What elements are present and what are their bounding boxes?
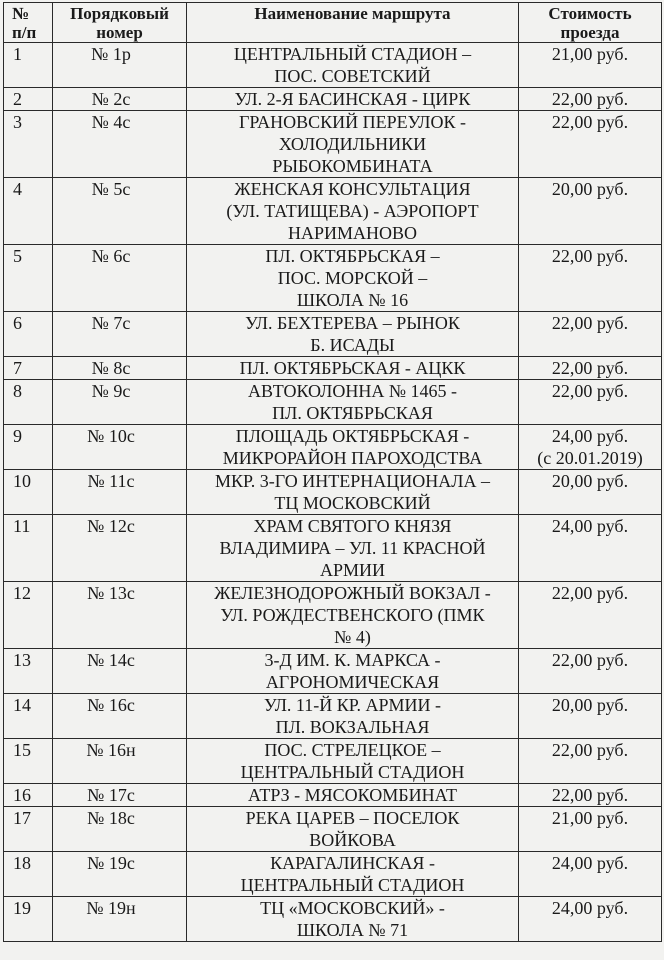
row-num: 17 <box>4 807 53 852</box>
header-fare: Стоимость проезда <box>519 3 662 43</box>
table-row <box>4 245 662 312</box>
row-num: 18 <box>4 852 53 897</box>
route-name: УЛ. 11-Й КР. АРМИИ - ПЛ. ВОКЗАЛЬНАЯ <box>187 694 519 739</box>
fare: 24,00 руб. <box>519 897 662 942</box>
fare: 22,00 руб. <box>519 357 662 380</box>
route-number: № 2с <box>53 88 187 111</box>
route-number: № 16с <box>53 694 187 739</box>
fare: 24,00 руб. <box>519 515 662 582</box>
row-num: 2 <box>4 88 53 111</box>
row-num: 9 <box>4 425 53 470</box>
route-name: МКР. 3-ГО ИНТЕРНАЦИОНАЛА – ТЦ МОСКОВСКИЙ <box>187 470 519 515</box>
route-name: УЛ. БЕХТЕРЕВА – РЫНОК Б. ИСАДЫ <box>187 312 519 357</box>
route-number: № 7с <box>53 312 187 357</box>
route-name: КАРАГАЛИНСКАЯ - ЦЕНТРАЛЬНЫЙ СТАДИОН <box>187 852 519 897</box>
route-number: № 1р <box>53 43 187 88</box>
table-row <box>4 425 662 470</box>
route-number: № 12с <box>53 515 187 582</box>
fare: 22,00 руб. <box>519 245 662 312</box>
row-num: 14 <box>4 694 53 739</box>
table-row <box>4 357 662 380</box>
route-number: № 17с <box>53 784 187 807</box>
fare: 20,00 руб. <box>519 178 662 245</box>
route-name: ЖЕЛЕЗНОДОРОЖНЫЙ ВОКЗАЛ - УЛ. РОЖДЕСТВЕНСКОГО (ПМК № 4) <box>187 582 519 649</box>
route-number: № 16н <box>53 739 187 784</box>
table-row <box>4 380 662 425</box>
route-name: 3-Д ИМ. К. МАРКСА - АГРОНОМИЧЕСКАЯ <box>187 649 519 694</box>
table-row <box>4 312 662 357</box>
route-number: № 18с <box>53 807 187 852</box>
route-name: ПЛ. ОКТЯБРЬСКАЯ - АЦКК <box>187 357 519 380</box>
table-row <box>4 43 662 88</box>
fare-table <box>3 2 662 942</box>
row-num: 4 <box>4 178 53 245</box>
row-num: 12 <box>4 582 53 649</box>
fare: 24,00 руб. (с 20.01.2019) <box>519 425 662 470</box>
route-name: АТРЗ - МЯСОКОМБИНАТ <box>187 784 519 807</box>
table-row <box>4 852 662 897</box>
route-name: ЦЕНТРАЛЬНЫЙ СТАДИОН – ПОС. СОВЕТСКИЙ <box>187 43 519 88</box>
route-number: № 19с <box>53 852 187 897</box>
table-row <box>4 739 662 784</box>
table-row <box>4 649 662 694</box>
fare: 22,00 руб. <box>519 739 662 784</box>
fare: 22,00 руб. <box>519 88 662 111</box>
route-number: № 14с <box>53 649 187 694</box>
table-row <box>4 178 662 245</box>
row-num: 7 <box>4 357 53 380</box>
table-row <box>4 470 662 515</box>
fare: 22,00 руб. <box>519 649 662 694</box>
row-num: 3 <box>4 111 53 178</box>
route-name: ПОС. СТРЕЛЕЦКОЕ – ЦЕНТРАЛЬНЫЙ СТАДИОН <box>187 739 519 784</box>
row-num: 1 <box>4 43 53 88</box>
table-row <box>4 88 662 111</box>
table-body <box>4 43 662 942</box>
table-row <box>4 784 662 807</box>
table-row <box>4 515 662 582</box>
row-num: 5 <box>4 245 53 312</box>
fare: 21,00 руб. <box>519 807 662 852</box>
route-name: ХРАМ СВЯТОГО КНЯЗЯ ВЛАДИМИРА – УЛ. 11 КРАСНОЙ АРМИИ <box>187 515 519 582</box>
header-route-number: Порядковый номер <box>53 3 187 43</box>
route-name: ГРАНОВСКИЙ ПЕРЕУЛОК - ХОЛОДИЛЬНИКИ РЫБОКОМБИНАТА <box>187 111 519 178</box>
route-name: ЖЕНСКАЯ КОНСУЛЬТАЦИЯ (УЛ. ТАТИЩЕВА) - АЭРОПОРТ НАРИМАНОВО <box>187 178 519 245</box>
route-number: № 9с <box>53 380 187 425</box>
row-num: 19 <box>4 897 53 942</box>
route-number: № 19н <box>53 897 187 942</box>
header-num: № п/п <box>4 3 53 43</box>
header-row <box>4 3 662 43</box>
row-num: 6 <box>4 312 53 357</box>
route-number: № 4с <box>53 111 187 178</box>
fare: 20,00 руб. <box>519 694 662 739</box>
route-number: № 13с <box>53 582 187 649</box>
fare: 22,00 руб. <box>519 380 662 425</box>
route-number: № 5с <box>53 178 187 245</box>
fare: 22,00 руб. <box>519 312 662 357</box>
fare: 24,00 руб. <box>519 852 662 897</box>
route-name: АВТОКОЛОННА № 1465 - ПЛ. ОКТЯБРЬСКАЯ <box>187 380 519 425</box>
table-row <box>4 807 662 852</box>
fare: 22,00 руб. <box>519 784 662 807</box>
row-num: 16 <box>4 784 53 807</box>
route-name: ТЦ «МОСКОВСКИЙ» - ШКОЛА № 71 <box>187 897 519 942</box>
route-name: РЕКА ЦАРЕВ – ПОСЕЛОК ВОЙКОВА <box>187 807 519 852</box>
route-name: ПЛ. ОКТЯБРЬСКАЯ – ПОС. МОРСКОЙ – ШКОЛА № 16 <box>187 245 519 312</box>
fare: 22,00 руб. <box>519 111 662 178</box>
table-row <box>4 897 662 942</box>
route-number: № 11с <box>53 470 187 515</box>
table-row <box>4 582 662 649</box>
header-route-name: Наименование маршрута <box>187 3 519 43</box>
row-num: 8 <box>4 380 53 425</box>
route-name: УЛ. 2-Я БАСИНСКАЯ - ЦИРК <box>187 88 519 111</box>
fare: 22,00 руб. <box>519 582 662 649</box>
route-number: № 8с <box>53 357 187 380</box>
table-row <box>4 111 662 178</box>
fare: 20,00 руб. <box>519 470 662 515</box>
row-num: 10 <box>4 470 53 515</box>
route-number: № 6с <box>53 245 187 312</box>
route-number: № 10с <box>53 425 187 470</box>
fare: 21,00 руб. <box>519 43 662 88</box>
row-num: 15 <box>4 739 53 784</box>
table-row <box>4 694 662 739</box>
route-name: ПЛОЩАДЬ ОКТЯБРЬСКАЯ - МИКРОРАЙОН ПАРОХОДСТВА <box>187 425 519 470</box>
row-num: 11 <box>4 515 53 582</box>
row-num: 13 <box>4 649 53 694</box>
